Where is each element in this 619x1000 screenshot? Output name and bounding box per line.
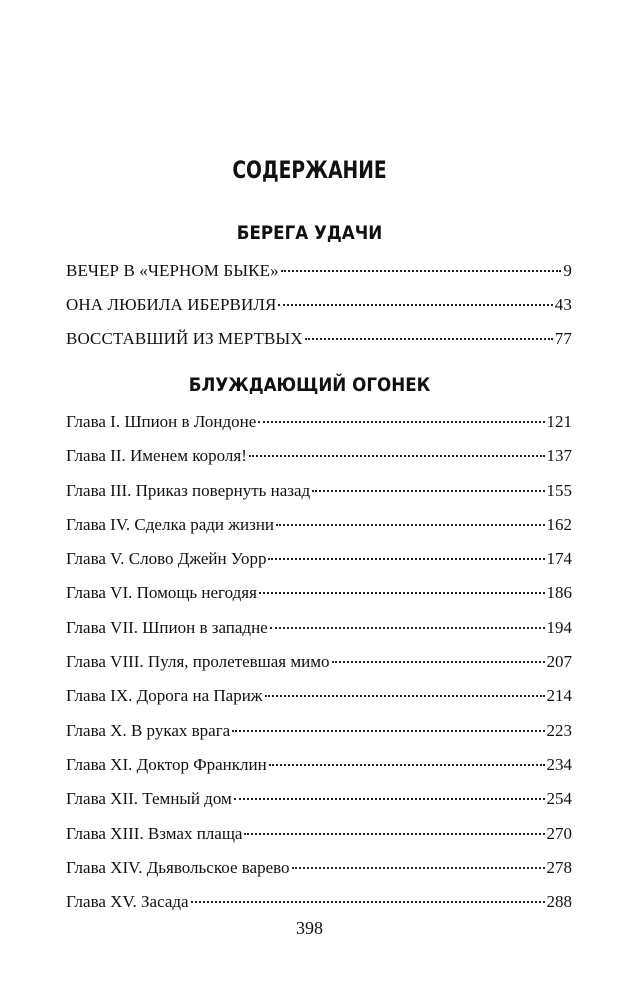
dot-leader [268,558,544,560]
dot-leader [249,455,545,457]
toc-entry [66,549,572,583]
toc-entry-label: Глава IV. Сделка ради жизни [66,514,275,534]
section-title-bluzhdayushchiy-ogonek: БЛУЖДАЮЩИЙ ОГОНЕК [188,374,431,396]
toc-entry-label: Глава I. Шпион в Лондоне [66,412,257,431]
toc-entry-page-number: 43 [554,295,572,314]
toc-entry [66,858,572,892]
dot-leader [276,524,544,526]
toc-entry [66,261,572,295]
toc-entry-page-number: 214 [546,686,572,706]
toc-entry [66,583,572,617]
toc-entry-label: ВОССТАВШИЙ ИЗ МЕРТВЫХ [66,329,303,348]
dot-leader [269,764,545,766]
toc-entry-page-number: 254 [546,789,572,809]
toc-entry [66,515,572,549]
toc-entry-label: Глава XII. Темный дом [66,789,232,809]
toc-entry [66,295,572,329]
dot-leader [332,661,545,663]
toc-entry [66,412,572,446]
dot-leader [305,338,553,340]
toc-entry-label: Глава VII. Шпион в западне [66,617,268,637]
dot-leader [281,270,562,272]
toc-entry-label: Глава VI. Помощь негодяя [66,583,257,603]
toc-entry [66,652,572,686]
toc-entry [66,481,572,515]
toc-entry-label: Глава II. Именем короля! [66,446,247,466]
toc-entry-page-number: 137 [546,446,572,466]
toc-entry [66,618,572,652]
toc-entry-label: ОНА ЛЮБИЛА ИБЕРВИЛЯ [66,295,277,314]
toc-entry-label: Глава XV. Засада [66,892,189,912]
page-number: 398 [296,918,323,938]
toc-entry-page-number: 155 [546,480,572,500]
toc-entry [66,789,572,823]
dot-leader [278,304,552,306]
toc-list-section-2 [66,412,572,926]
toc-entry [66,446,572,480]
toc-entry-label: Глава XI. Доктор Франклин [66,754,267,774]
toc-entry-label: ВЕЧЕР В «ЧЕРНОМ БЫКЕ» [66,261,279,280]
toc-entry-page-number: 234 [546,754,572,774]
dot-leader [232,730,544,732]
page-title: СОДЕРЖАНИЕ [232,156,387,184]
dot-leader [259,592,545,594]
toc-entry [66,329,572,363]
toc-entry-page-number: 9 [563,261,572,280]
toc-entry-page-number: 278 [546,857,572,877]
toc-entry-page-number: 186 [546,583,572,603]
toc-entry-page-number: 77 [554,329,572,348]
toc-entry-page-number: 223 [546,720,572,740]
dot-leader [258,421,544,423]
dot-leader [191,901,545,903]
toc-entry-page-number: 174 [546,549,572,569]
toc-entry-label: Глава XIII. Взмах плаща [66,823,243,843]
toc-entry-page-number: 121 [546,412,572,431]
dot-leader [292,867,545,869]
toc-entry-label: Глава III. Приказ повернуть назад [66,480,311,500]
toc-entry-label: Глава X. В руках врага [66,720,231,740]
toc-entry-page-number: 162 [546,514,572,534]
section-title-beregа-udachi: БЕРЕГА УДАЧИ [236,222,383,244]
toc-entry-page-number: 288 [546,892,572,912]
toc-entry-page-number: 207 [546,652,572,672]
toc-entry [66,721,572,755]
toc-entry-label: Глава V. Слово Джейн Уорр [66,549,267,569]
toc-entry-page-number: 270 [546,823,572,843]
toc-entry [66,824,572,858]
toc-entry-page-number: 194 [546,617,572,637]
dot-leader [234,798,545,800]
dot-leader [244,833,544,835]
dot-leader [270,627,545,629]
dot-leader [312,490,544,492]
toc-entry [66,755,572,789]
toc-entry-label: Глава IX. Дорога на Париж [66,686,263,706]
toc-entry-label: Глава VIII. Пуля, пролетевшая мимо [66,652,330,672]
toc-entry-label: Глава XIV. Дьявольское варево [66,857,290,877]
toc-list-section-1 [66,261,572,363]
dot-leader [265,695,545,697]
toc-entry [66,686,572,720]
